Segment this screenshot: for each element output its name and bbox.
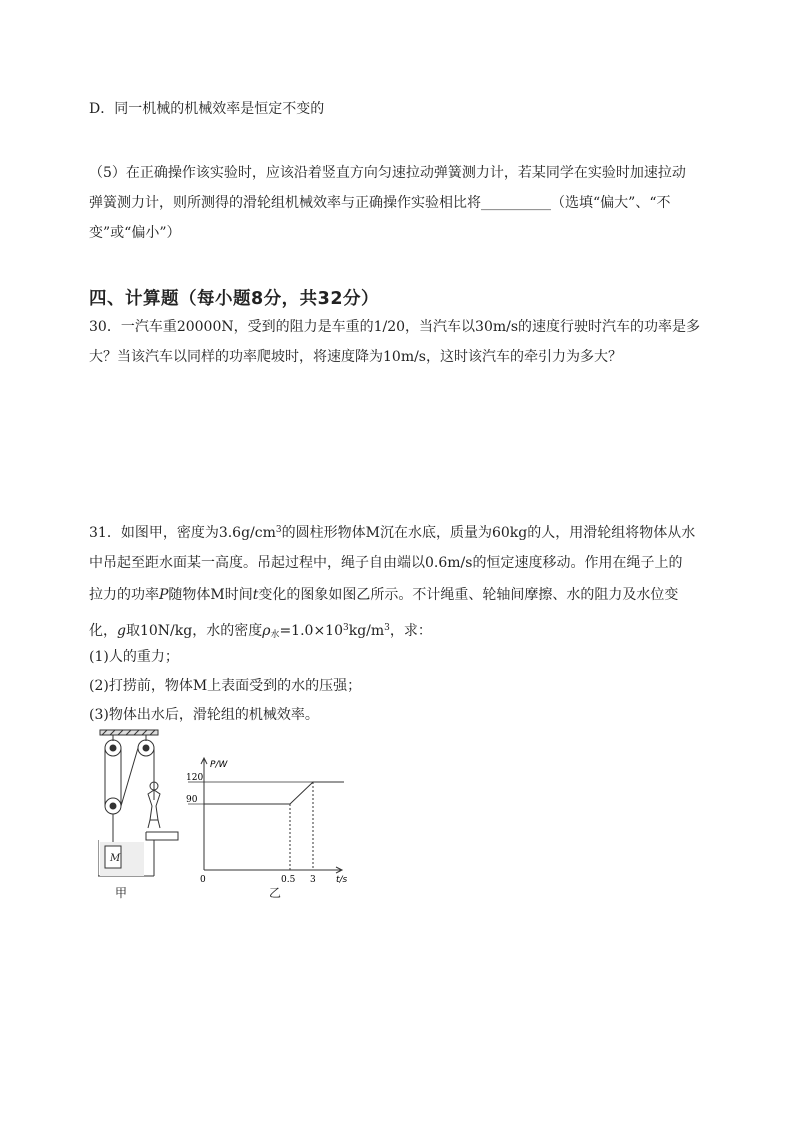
q31-sub-2: (2)打捞前，物体M上表面受到的水的压强；	[89, 678, 362, 694]
q31-l4-b: 取10N/kg，水的密度	[125, 623, 263, 639]
q31-l3-b: 随物体M时间	[168, 587, 253, 603]
q31-l1-a: 31．如图甲，密度为3.6g/cm	[89, 525, 276, 541]
option-d: D．同一机械的机械效率是恒定不变的	[89, 101, 325, 117]
object-m-label: M	[110, 853, 121, 864]
q31-l1-b: 的圆柱形物体M沉在水底，质量为60kg的人，用滑轮组将物体从水	[281, 525, 696, 541]
origin-label: 0	[200, 875, 206, 885]
figure-jia-caption: 甲	[115, 886, 128, 900]
q31-l3-c: 变化的图象如图乙所示。不计绳重、轮轴间摩擦、水的阻力及水位变	[258, 587, 679, 603]
q31-l4-e: ，求：	[389, 623, 432, 639]
answer-blank: __________	[481, 195, 551, 211]
q31-line-1	[89, 520, 695, 543]
power-time-chart	[184, 755, 354, 885]
q31-l4-rho: ρ	[262, 623, 271, 639]
q31-l3-p: P	[159, 587, 169, 603]
q31-sub-1: (1)人的重力；	[89, 649, 179, 665]
q31-sub-3: (3)物体出水后，滑轮组的机械效率。	[89, 707, 319, 723]
q31-l4-sup2: 3	[384, 623, 390, 633]
q31-l4-g: g	[117, 623, 126, 639]
q30-line-1: 30．一汽车重20000N，受到的阻力是车重的1/20，当汽车以30m/s的速度行驶时汽车的功率是多	[89, 319, 701, 335]
q31-l4-sup: 3	[343, 623, 349, 633]
q31-l4-c: =1.0×10	[279, 623, 343, 639]
x-axis-label: t/s	[336, 875, 348, 885]
x-tick-3: 3	[310, 875, 316, 885]
q31-l1-sup: 3	[275, 525, 282, 535]
q5-line-2-tail: （选填“偏大”、“不	[551, 195, 671, 211]
section-title: 四、计算题（每小题8分，共32分）	[89, 289, 380, 309]
q31-line-3	[89, 585, 678, 605]
q31-l4-sub: 水	[270, 630, 280, 640]
q31-l4-d: kg/m	[348, 623, 385, 639]
q31-l3-t: t	[252, 587, 259, 603]
q5-line-3: 变”或“偏小”）	[89, 225, 181, 241]
q31-l3-a: 拉力的功率	[89, 587, 159, 603]
q31-line-4	[89, 618, 432, 645]
y-tick-120: 120	[186, 773, 204, 783]
q31-line-2: 中吊起至距水面某一高度。吊起过程中，绳子自由端以0.6m/s的恒定速度移动。作用在绳子上的	[89, 555, 683, 571]
x-tick-0-5: 0.5	[281, 875, 296, 885]
y-tick-90: 90	[186, 795, 198, 805]
y-axis-label: P/W	[210, 760, 228, 770]
q5-line-2	[89, 193, 670, 213]
power-series-line	[204, 782, 344, 804]
q31-l4-a: 化，	[89, 623, 117, 639]
pulley-diagram	[98, 728, 180, 878]
q5-line-1: （5）在正确操作该实验时，应该沿着竖直方向匀速拉动弹簧测力计，若某同学在实验时加速拉动	[89, 165, 686, 181]
figure-yi-caption: 乙	[269, 886, 282, 900]
q5-line-2-text: 弹簧测力计，则所测得的滑轮组机械效率与正确操作实验相比将	[89, 195, 481, 211]
q30-line-2: 大？当该汽车以同样的功率爬坡时，将速度降为10m/s，这时该汽车的牵引力为多大？	[89, 349, 622, 365]
